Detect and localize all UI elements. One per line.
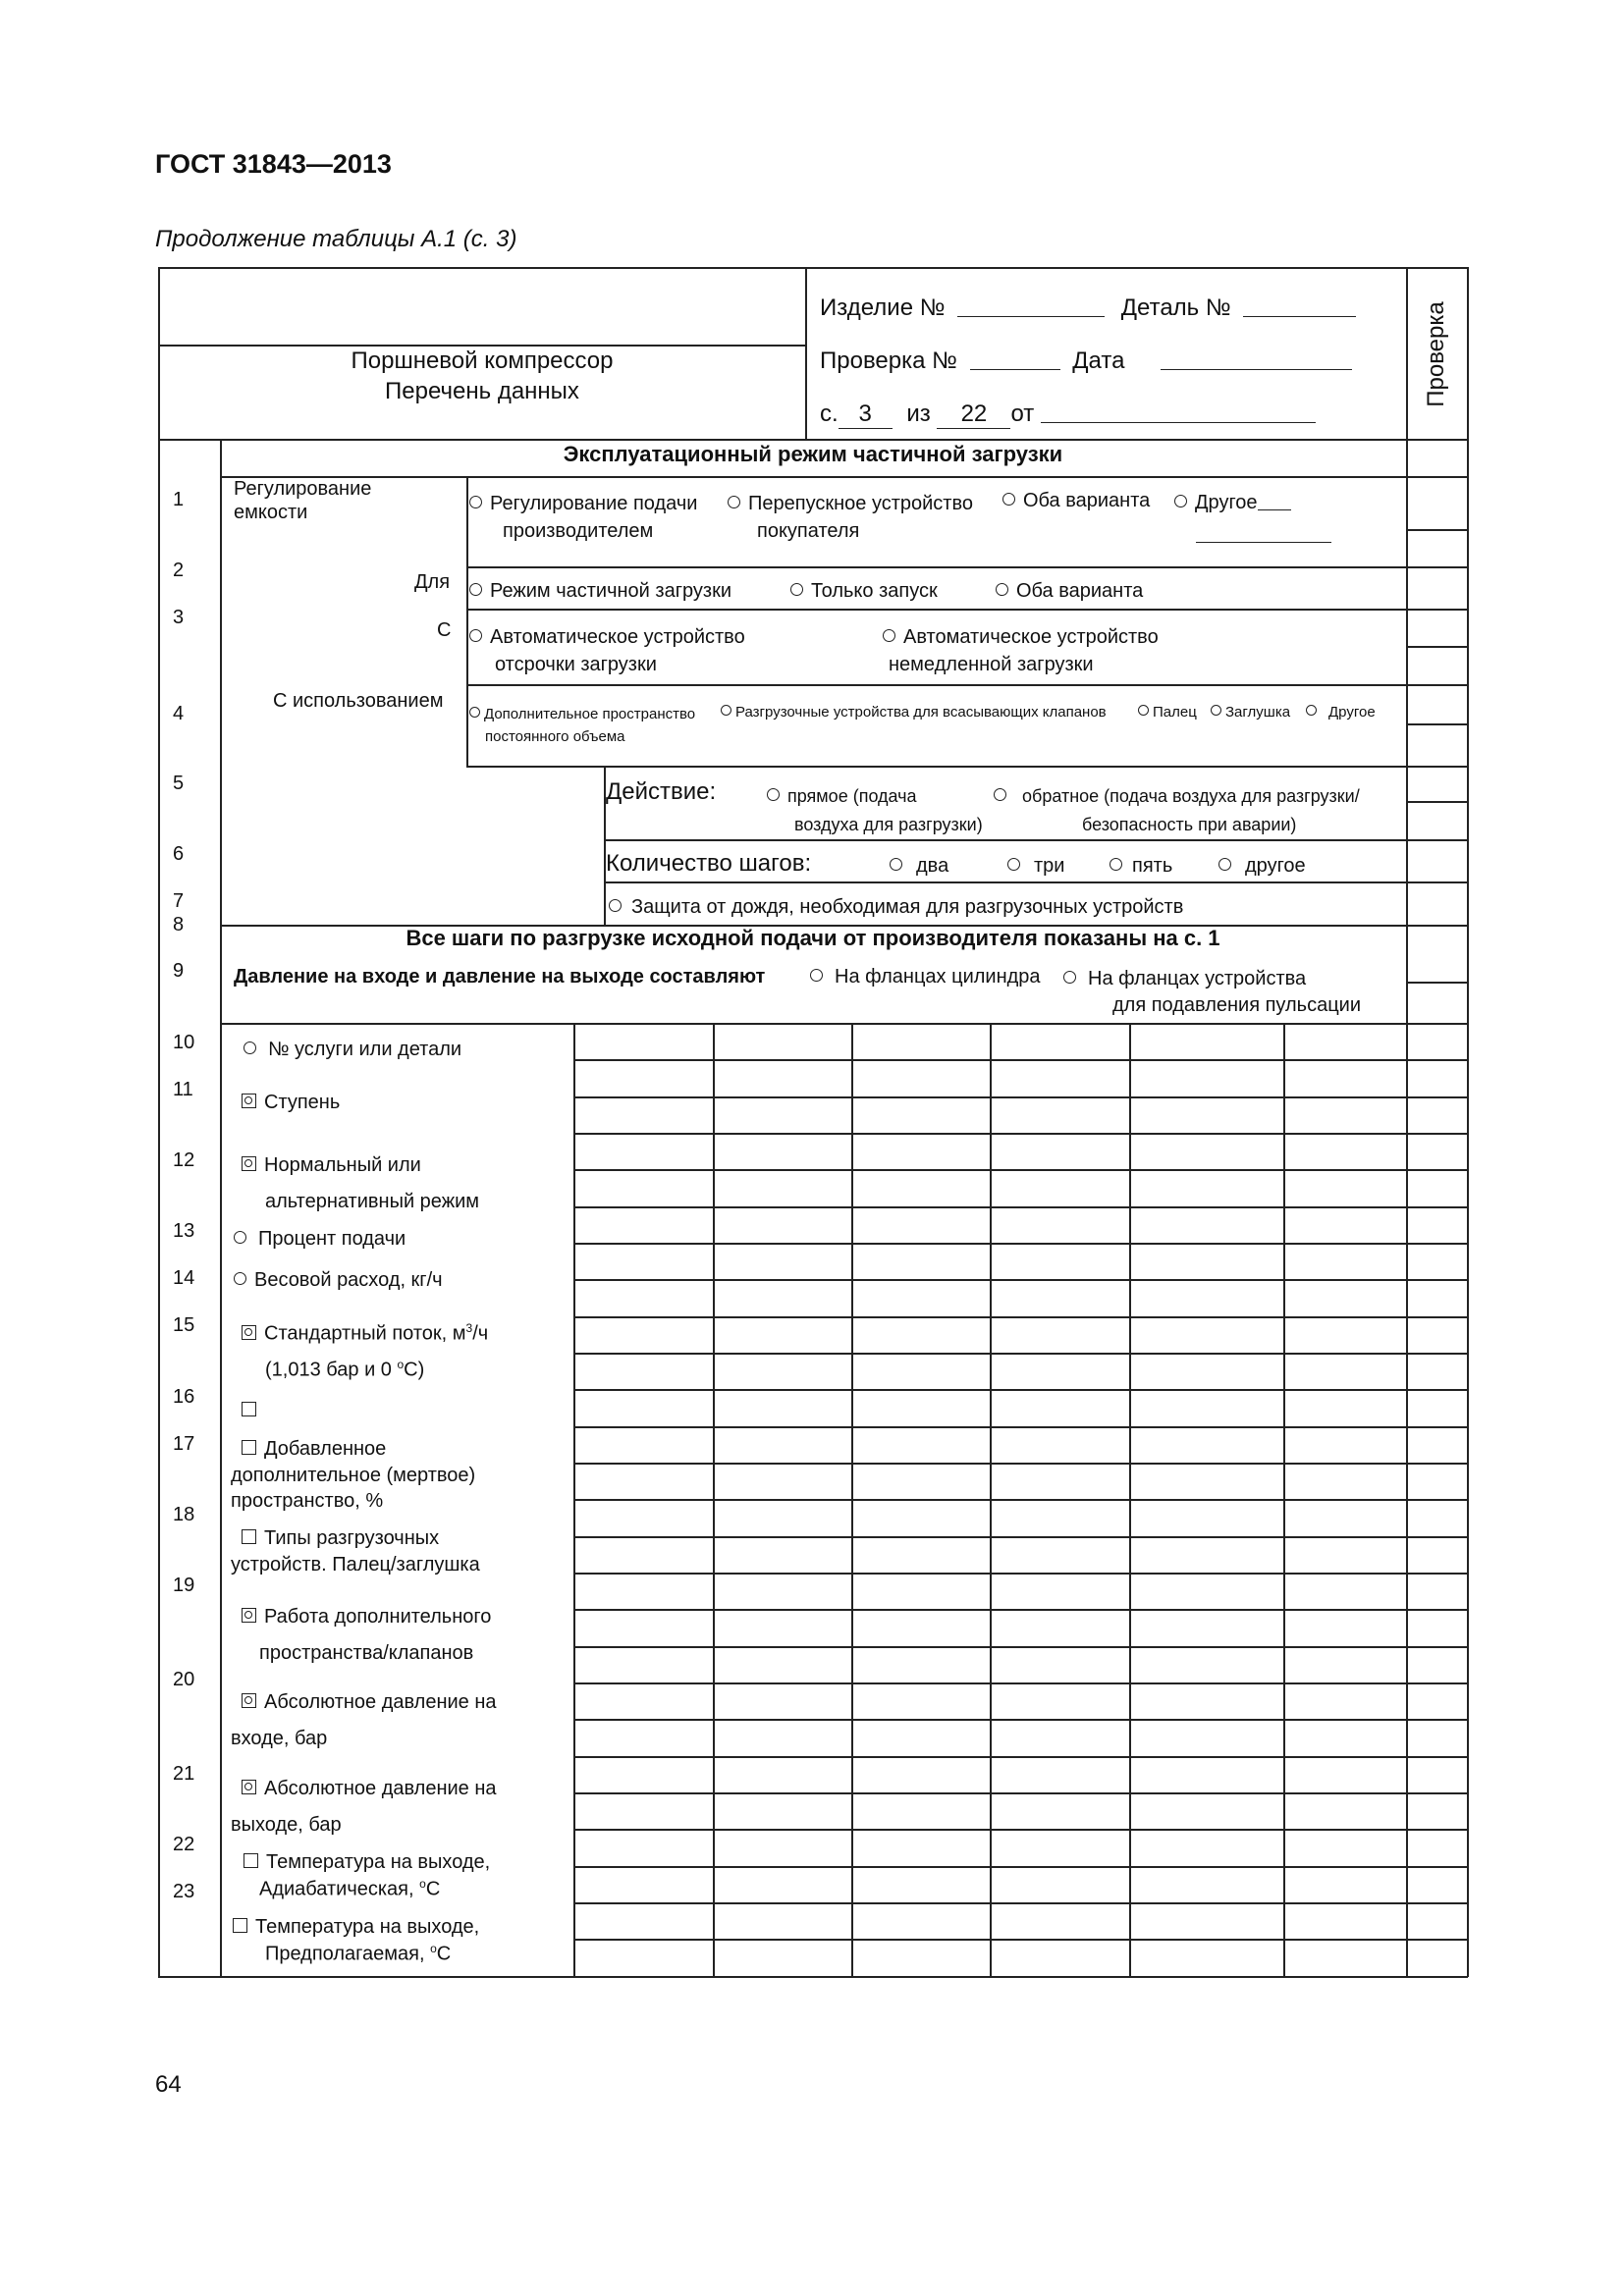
radio-icon[interactable]: [1174, 495, 1187, 507]
grid-row-line: [573, 1609, 1468, 1611]
row-number: 19: [173, 1575, 195, 1596]
item-mode-label-a: Нормальный или: [264, 1154, 421, 1176]
option-auto-delay-label-a: Автоматическое устройство: [490, 626, 745, 648]
item-mass-flow[interactable]: [234, 1267, 443, 1294]
option-other-line[interactable]: [1196, 542, 1331, 543]
checkbox-checked-icon[interactable]: [242, 1325, 256, 1340]
item-added-space-label-a: Добавленное: [264, 1438, 387, 1460]
row-number: 17: [173, 1433, 195, 1455]
for-label: Для: [414, 571, 451, 593]
grid-row-line: [573, 1169, 1468, 1171]
option-unloaders-label: Разгрузочные устройства для всасывающих клапанов: [735, 704, 1107, 721]
check-no-label: Проверка №: [820, 347, 957, 374]
standard-number: ГОСТ 31843—2013: [155, 149, 392, 179]
row-number: 1: [173, 489, 185, 510]
row-number: 10: [173, 1032, 195, 1053]
option-start-only-label: Только запуск: [811, 580, 938, 602]
option-reverse-label-a: обратное (подача воздуха для разгрузки/: [1022, 786, 1360, 806]
table-subtitle: Продолжение таблицы А.1 (с. 3): [155, 226, 517, 252]
row-number: 4: [173, 703, 185, 724]
total-pages-value[interactable]: 22: [937, 400, 1010, 429]
radio-icon[interactable]: [469, 707, 480, 718]
radio-icon[interactable]: [469, 496, 482, 508]
page-prefix: с.: [820, 400, 839, 427]
item-added-space-line2: дополнительное (мертвое): [231, 1465, 476, 1486]
grid-row-line: [573, 1353, 1468, 1355]
capacity-regulation-label: Регулирование емкости: [234, 478, 372, 523]
product-no-input[interactable]: [957, 296, 1105, 317]
item-stage-label: Ступень: [264, 1092, 341, 1113]
option-direct-label-b: воздуха для разгрузки): [794, 814, 983, 834]
radio-icon[interactable]: [469, 583, 482, 596]
item-temp-adiabatic-label-a: Температура на выходе,: [266, 1851, 491, 1873]
option-partial-mode-label: Режим частичной загрузки: [490, 580, 731, 602]
option-other-step-label: другое: [1245, 855, 1306, 877]
part-no-input[interactable]: [1243, 296, 1356, 317]
option-auto-immediate-label-a: Автоматическое устройство: [903, 626, 1159, 648]
page-of-field: [820, 400, 1316, 429]
option-five-label: пять: [1132, 855, 1173, 877]
radio-icon[interactable]: [469, 629, 482, 642]
form-title-line1: Поршневой компрессор: [351, 347, 614, 374]
checkbox-checked-icon[interactable]: [242, 1156, 256, 1171]
check-no-input[interactable]: [970, 349, 1060, 370]
option-cylinder-flanges-label: На фланцах цилиндра: [835, 966, 1041, 988]
item-stage[interactable]: [242, 1090, 340, 1116]
row-number: 13: [173, 1220, 195, 1242]
option-auto-immediate[interactable]: [883, 623, 1159, 678]
item-abs-inlet-label-a: Абсолютное давление на: [264, 1691, 497, 1713]
option-finger[interactable]: [1138, 704, 1197, 721]
grid-row-line: [573, 1792, 1468, 1794]
row-number: 16: [173, 1386, 195, 1408]
radio-icon[interactable]: [1007, 858, 1020, 871]
item-std-flow-label: Стандартный поток, м: [264, 1322, 466, 1345]
option-plug-label: Заглушка: [1225, 704, 1291, 721]
option-unloaders[interactable]: [721, 704, 1107, 721]
date-input[interactable]: [1161, 349, 1352, 370]
option-both-2-label: Оба варианта: [1016, 580, 1144, 602]
item-temp-expected-line2: [265, 1941, 451, 1968]
row-number: 20: [173, 1669, 195, 1690]
item-added-space[interactable]: [242, 1436, 386, 1463]
using-label: С использованием: [273, 690, 444, 712]
item-mode[interactable]: [242, 1152, 421, 1179]
radio-icon[interactable]: [1211, 705, 1221, 716]
option-both-2[interactable]: [996, 580, 1143, 603]
item-blank-16[interactable]: [242, 1398, 264, 1424]
from-input[interactable]: [1041, 402, 1316, 423]
item-abs-outlet-label-a: Абсолютное давление на: [264, 1778, 497, 1799]
item-temp-adiabatic[interactable]: [244, 1849, 490, 1876]
grid-row-line: [573, 1279, 1468, 1281]
grid-row-line: [573, 1939, 1468, 1941]
option-both[interactable]: [1002, 490, 1150, 512]
grid-row-line: [573, 1829, 1468, 1831]
checkbox-icon[interactable]: [233, 1918, 247, 1933]
degree-mark: о: [419, 1877, 426, 1891]
product-no-field: [820, 294, 1356, 322]
item-temp-expected[interactable]: [233, 1914, 479, 1941]
row-number: 21: [173, 1763, 195, 1785]
row-number: 15: [173, 1314, 195, 1336]
option-other-small[interactable]: [1306, 704, 1376, 721]
row-number: 18: [173, 1504, 195, 1525]
option-damper-flanges-label-b: для подавления пульсации: [1112, 994, 1361, 1017]
grid-row-line: [573, 1059, 1468, 1061]
item-mode-line2: альтернативный режим: [265, 1191, 479, 1212]
part-no-label: Деталь №: [1120, 294, 1231, 321]
degree-mark: о: [397, 1358, 405, 1371]
option-bypass-label-a: Перепускное устройство: [748, 493, 973, 514]
radio-icon[interactable]: [234, 1231, 246, 1244]
grid-row-line: [573, 1756, 1468, 1758]
of-label: из: [906, 400, 931, 427]
option-manufacturer-label-b: производителем: [503, 520, 654, 542]
radio-icon[interactable]: [883, 629, 895, 642]
std-cond-text: (1,013 бар и 0: [265, 1359, 398, 1381]
option-other-step[interactable]: [1218, 855, 1306, 878]
row-number: 5: [173, 773, 185, 794]
radio-icon[interactable]: [996, 583, 1008, 596]
option-other-input[interactable]: [1258, 490, 1291, 510]
row-number: 14: [173, 1267, 195, 1289]
page-number: 64: [155, 2071, 182, 2098]
radio-icon[interactable]: [728, 496, 740, 508]
temp-adiab-text: Адиабатическая,: [259, 1878, 420, 1900]
action-label: Действие:: [606, 778, 717, 805]
grid-row-line: [573, 1426, 1468, 1428]
product-no-label: Изделие №: [820, 294, 946, 321]
radio-icon[interactable]: [1138, 705, 1149, 716]
checkbox-icon[interactable]: [242, 1529, 256, 1544]
temp-adiab-unit: С: [425, 1878, 441, 1900]
option-reverse[interactable]: [994, 782, 1360, 839]
grid-row-line: [573, 1133, 1468, 1135]
item-unloader-types-line2: устройств. Палец/заглушка: [231, 1554, 480, 1575]
radio-icon[interactable]: [810, 969, 823, 982]
item-temp-expected-label-a: Температура на выходе,: [255, 1916, 480, 1938]
checkbox-icon[interactable]: [242, 1402, 256, 1416]
item-space-work-label-a: Работа дополнительного: [264, 1606, 492, 1628]
grid-row-line: [573, 1499, 1468, 1501]
item-temp-adiabatic-line2: [259, 1876, 440, 1903]
option-other-small-label: Другое: [1328, 704, 1376, 721]
row-number: 23: [173, 1881, 195, 1902]
option-damper-flanges[interactable]: [1063, 966, 1361, 1019]
item-space-work-line2: пространства/клапанов: [259, 1642, 474, 1664]
item-capacity-pct-label: Процент подачи: [258, 1228, 406, 1250]
grid-row-line: [573, 1902, 1468, 1904]
checkbox-checked-icon[interactable]: [242, 1780, 256, 1794]
item-abs-outlet-line2: выходе, бар: [231, 1814, 342, 1836]
grid-row-line: [573, 1682, 1468, 1684]
checkbox-checked-icon[interactable]: [242, 1693, 256, 1708]
item-unloader-types[interactable]: [242, 1525, 439, 1552]
option-start-only[interactable]: [790, 580, 938, 603]
option-manufacturer[interactable]: [469, 490, 697, 545]
option-direct-label-a: прямое (подача: [787, 786, 917, 806]
option-both-label: Оба варианта: [1023, 490, 1151, 511]
from-label: от: [1010, 400, 1035, 427]
option-three[interactable]: [1007, 855, 1064, 878]
option-extra-space-label-a: Дополнительное пространство: [484, 706, 696, 722]
with-label: С: [437, 619, 452, 641]
form-title: [158, 346, 806, 406]
grid-row-line: [573, 1646, 1468, 1648]
row-number: 7: [173, 890, 185, 912]
radio-icon[interactable]: [1063, 971, 1076, 984]
grid-row-line: [573, 1096, 1468, 1098]
item-abs-inlet-line2: входе, бар: [231, 1728, 328, 1749]
item-abs-outlet[interactable]: [242, 1776, 497, 1802]
option-direct[interactable]: [767, 782, 983, 839]
radio-icon[interactable]: [234, 1272, 246, 1285]
steps-label: Количество шагов:: [606, 850, 812, 877]
check-column-label: Проверка: [1423, 301, 1449, 407]
radio-icon[interactable]: [1218, 858, 1231, 871]
pressure-label: Давление на входе и давление на выходе составляют: [234, 966, 766, 988]
item-space-work[interactable]: [242, 1604, 491, 1630]
item-std-conditions: [265, 1357, 424, 1384]
item-service-no-label: № услуги или детали: [268, 1039, 462, 1060]
radio-icon[interactable]: [1306, 705, 1317, 716]
option-reverse-label-b: безопасность при аварии): [1082, 814, 1297, 834]
option-other[interactable]: [1174, 490, 1291, 514]
option-three-label: три: [1034, 855, 1065, 877]
option-rain-protection[interactable]: [609, 896, 1183, 919]
option-two-label: два: [916, 855, 949, 877]
option-bypass-label-b: покупателя: [757, 520, 860, 542]
radio-icon[interactable]: [890, 858, 902, 871]
item-capacity-pct[interactable]: [234, 1226, 406, 1253]
superscript-3: 3: [465, 1321, 473, 1335]
radio-icon[interactable]: [790, 583, 803, 596]
grid-row-line: [573, 1206, 1468, 1208]
checkbox-checked-icon[interactable]: [242, 1094, 256, 1108]
item-std-flow-unit: /ч: [472, 1322, 489, 1345]
grid-row-line: [573, 1243, 1468, 1245]
radio-icon[interactable]: [244, 1041, 256, 1054]
option-auto-immediate-label-b: немедленной загрузки: [889, 654, 1094, 675]
radio-icon[interactable]: [1110, 858, 1122, 871]
radio-icon[interactable]: [767, 788, 780, 801]
radio-icon[interactable]: [1002, 493, 1015, 506]
form-title-line2: Перечень данных: [385, 378, 579, 405]
grid-row-line: [573, 1389, 1468, 1391]
checkbox-icon[interactable]: [242, 1440, 256, 1455]
item-std-flow[interactable]: [242, 1320, 488, 1348]
all-steps-note: Все шаги по разгрузке исходной подачи от производителя показаны на с. 1: [406, 926, 1220, 950]
option-rain-protection-label: Защита от дождя, необходимая для разгрузочных устройств: [631, 896, 1184, 918]
grid-row-line: [573, 1316, 1468, 1318]
temp-exp-text: Предполагаемая,: [265, 1943, 431, 1965]
option-auto-delay[interactable]: [469, 623, 745, 678]
option-cylinder-flanges[interactable]: [810, 966, 1041, 988]
grid-row-line: [573, 1573, 1468, 1575]
option-extra-space-label-b: постоянного объема: [485, 727, 625, 745]
row-number: 3: [173, 607, 185, 628]
option-auto-delay-label-b: отсрочки загрузки: [495, 654, 657, 675]
section1-title: Эксплуатационный режим частичной загрузки: [563, 442, 1063, 466]
item-abs-inlet[interactable]: [242, 1689, 497, 1716]
row-number: 6: [173, 843, 185, 865]
radio-icon[interactable]: [609, 899, 622, 912]
checkbox-checked-icon[interactable]: [242, 1608, 256, 1623]
item-service-no[interactable]: [244, 1037, 461, 1063]
option-plug[interactable]: [1211, 704, 1290, 721]
row-number: 12: [173, 1149, 195, 1171]
checkbox-icon[interactable]: [244, 1853, 258, 1868]
item-added-space-line3: пространство, %: [231, 1490, 384, 1512]
option-bypass[interactable]: [728, 490, 973, 545]
std-cond-unit: С): [404, 1359, 425, 1381]
temp-exp-unit: С: [436, 1943, 452, 1965]
option-damper-flanges-label-a: На фланцах устройства: [1088, 968, 1307, 989]
radio-icon[interactable]: [994, 788, 1006, 801]
option-extra-space[interactable]: [469, 704, 695, 748]
page-value[interactable]: 3: [839, 400, 893, 429]
option-partial-mode[interactable]: [469, 580, 731, 603]
check-no-field: [820, 347, 1352, 375]
option-other-label: Другое: [1195, 492, 1258, 513]
degree-mark: о: [430, 1942, 437, 1955]
date-label: Дата: [1072, 347, 1125, 374]
row-number: 22: [173, 1834, 195, 1855]
grid-row-line: [573, 1719, 1468, 1721]
grid-row-line: [573, 1463, 1468, 1465]
row-number: 8: [173, 914, 185, 935]
grid-row-line: [573, 1536, 1468, 1538]
item-unloader-types-label-a: Типы разгрузочных: [264, 1527, 440, 1549]
option-finger-label: Палец: [1153, 704, 1197, 721]
option-two[interactable]: [890, 855, 948, 878]
item-mass-flow-label: Весовой расход, кг/ч: [254, 1269, 443, 1291]
row-number: 2: [173, 560, 185, 581]
row-number: 9: [173, 960, 185, 982]
option-manufacturer-label-a: Регулирование подачи: [490, 493, 698, 514]
option-five[interactable]: [1110, 855, 1172, 878]
radio-icon[interactable]: [721, 705, 731, 716]
row-number: 11: [173, 1079, 193, 1100]
grid-row-line: [573, 1866, 1468, 1868]
